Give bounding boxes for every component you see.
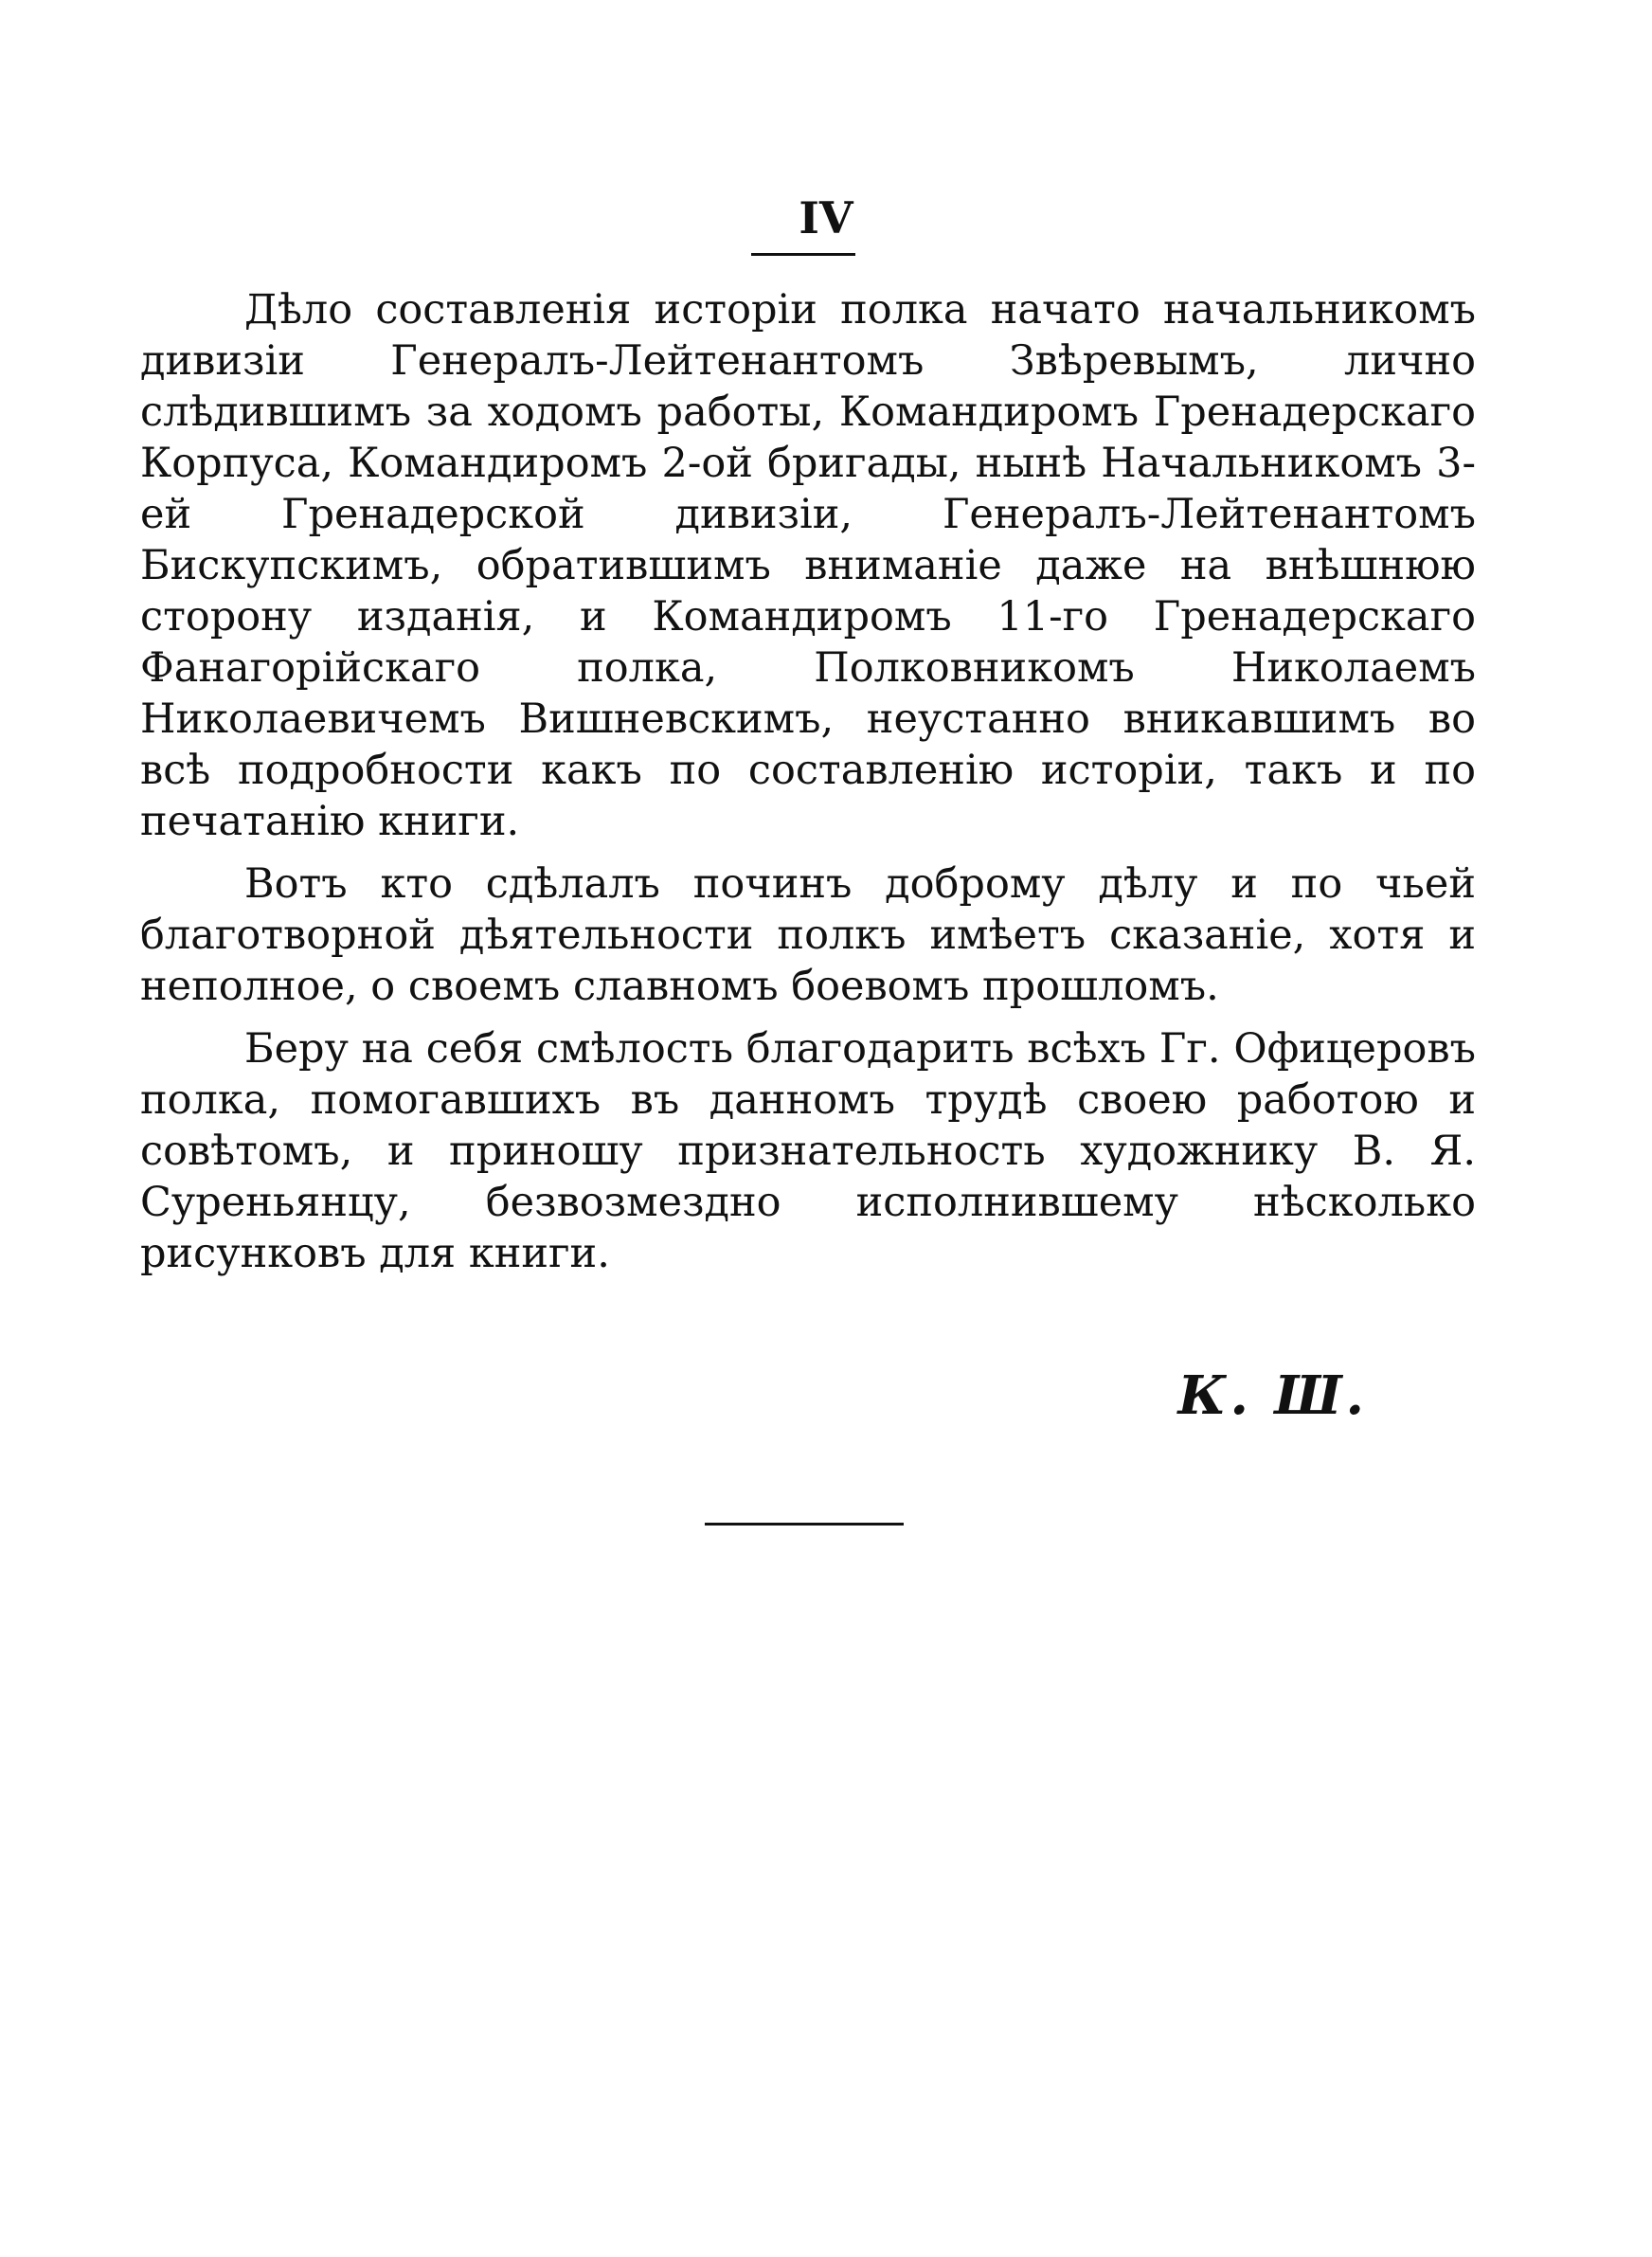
paragraph-3: Беру на себя смѣлость благодарить всѣхъ Гг. Офицеровъ полка, помогавшихъ въ данномъ трудѣ своею работою и совѣтомъ, и приношу признательность художнику В. Я. Суреньянцу, безвозмездно исполнившему нѣсколько рисунковъ для книги. <box>140 1025 1476 1277</box>
signature-initials: К. Ш. <box>1177 1364 1368 1427</box>
paragraph-2: Вотъ кто сдѣлалъ починъ доброму дѣлу и по чьей благотворной дѣятельности полкъ имѣетъ сказаніе, хотя и неполное, о своемъ славномъ боевомъ прошломъ. <box>140 860 1476 1010</box>
body-text <box>140 284 1476 1291</box>
page-number-underline <box>751 253 855 256</box>
closing-divider <box>705 1523 904 1526</box>
paragraph-1: Дѣло составленія исторіи полка начато начальникомъ дивизіи Генералъ-Лейтенантомъ Звѣревымъ, лично слѣдившимъ за ходомъ работы, Командиромъ Гренадерскаго Корпуса, Командиромъ 2-ой бригады, нынѣ Начальникомъ 3-ей Гренадерской дивизіи, Генералъ-Лейтенантомъ Бискупскимъ, обратившимъ вниманіе даже на внѣшнюю сторону изданія, и Командиромъ 11-го Гренадерскаго Фанагорійскаго полка, Полковникомъ Николаемъ Николаевичемъ Вишневскимъ, неустанно вникавшимъ во всѣ подробности какъ по составленію исторіи, такъ и по печатанію книги. <box>140 286 1476 845</box>
page-number: IV <box>799 192 853 244</box>
